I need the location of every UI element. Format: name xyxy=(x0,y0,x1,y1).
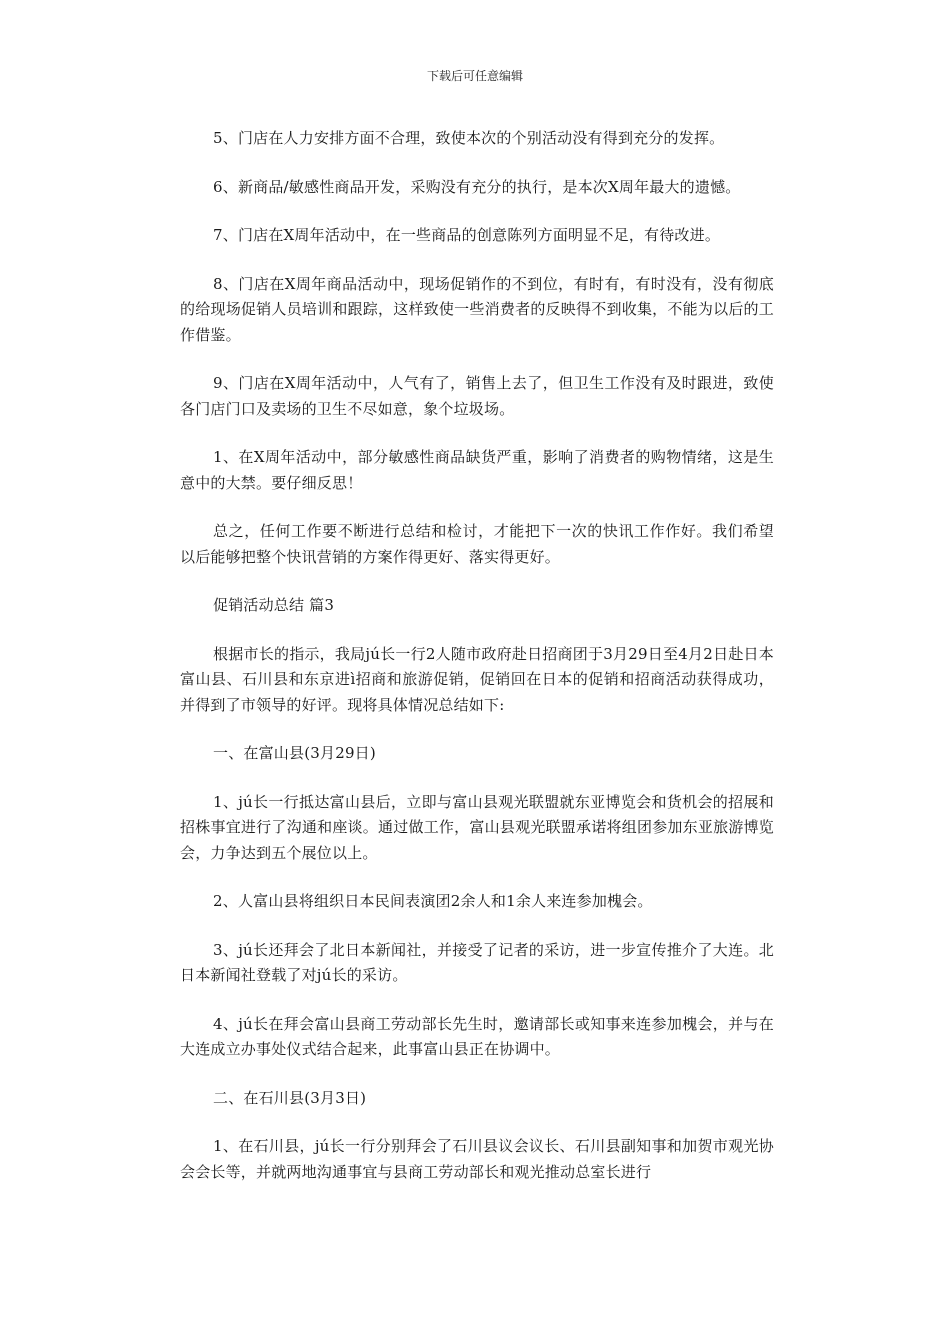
paragraph-ishikawa-1: 1、在石川县，jú长一行分别拜会了石川县议会议长、石川县副知事和加贺市观光协会会长等，并就两地沟通事宜与县商工劳动部长和观光推动总室长进行 xyxy=(180,1137,774,1181)
subsection-heading-toyama: 一、在富山县(3月29日) xyxy=(213,744,376,762)
paragraph-5: 5、门店在人力安排方面不合理，致使本次的个别活动没有得到充分的发挥。 xyxy=(213,129,725,147)
section-title: 促销活动总结 篇3 xyxy=(213,596,335,614)
paragraph-7: 7、门店在X周年活动中，在一些商品的创意陈列方面明显不足，有待改进。 xyxy=(213,226,721,244)
paragraph-8: 8、门店在X周年商品活动中，现场促销作的不到位，有时有，有时没有，没有彻底的给现场促销人员培训和跟踪，这样致使一些消费者的反映得不到收集，不能为以后的工作借鉴。 xyxy=(180,274,774,344)
document-body xyxy=(180,126,774,1208)
paragraph-intro: 根据市长的指示，我局jú长一行2人随市政府赴日招商团于3月29日至4月2日赴日本富山县、石川县和东京进ì招商和旅游促销，促销回在日本的促销和招商活动获得成功，并得到了市领导的好评。现将具体情况总结如下: xyxy=(180,644,774,714)
page-header: 下载后可任意编辑 xyxy=(426,69,523,83)
paragraph-9: 9、门店在X周年活动中，人气有了，销售上去了，但卫生工作没有及时跟进，致使各门店门口及卖场的卫生不尽如意，象个垃圾场。 xyxy=(180,374,774,418)
paragraph-toyama-1: 1、jú长一行抵达富山县后，立即与富山县观光联盟就东亚博览会和货机会的招展和招株事宜进行了沟通和座谈。通过做工作，富山县观光联盟承诺将组团参加东亚旅游博览会，力争达到五个展位以上。 xyxy=(180,792,774,862)
subsection-heading-ishikawa: 二、在石川县(3月3日) xyxy=(213,1088,367,1107)
paragraph-conclusion: 总之，任何工作要不断进行总结和检讨，才能把下一次的快讯工作作好。我们希望以后能够把整个快讯营销的方案作得更好、落实得更好。 xyxy=(180,522,774,566)
paragraph-6: 6、新商品/敏感性商品开发，采购没有充分的执行，是本次X周年最大的遗憾。 xyxy=(213,177,741,196)
paragraph-1: 1、在X周年活动中，部分敏感性商品缺货严重，影响了消费者的购物情绪，这是生意中的大禁。要仔细反思！ xyxy=(180,448,774,492)
paragraph-toyama-2: 2、人富山县将组织日本民间表演团2余人和1余人来连参加槐会。 xyxy=(213,892,653,910)
paragraph-toyama-4: 4、jú长在拜会富山县商工劳动部长先生时，邀请部长或知事来连参加槐会，并与在大连成立办事处仪式结合起来，此事富山县正在协调中。 xyxy=(180,1014,774,1058)
paragraph-toyama-3: 3、jú长还拜会了北日本新闻社，并接受了记者的采访，进一步宣传推介了大连。北日本新闻社登载了对jú长的采访。 xyxy=(180,940,774,984)
